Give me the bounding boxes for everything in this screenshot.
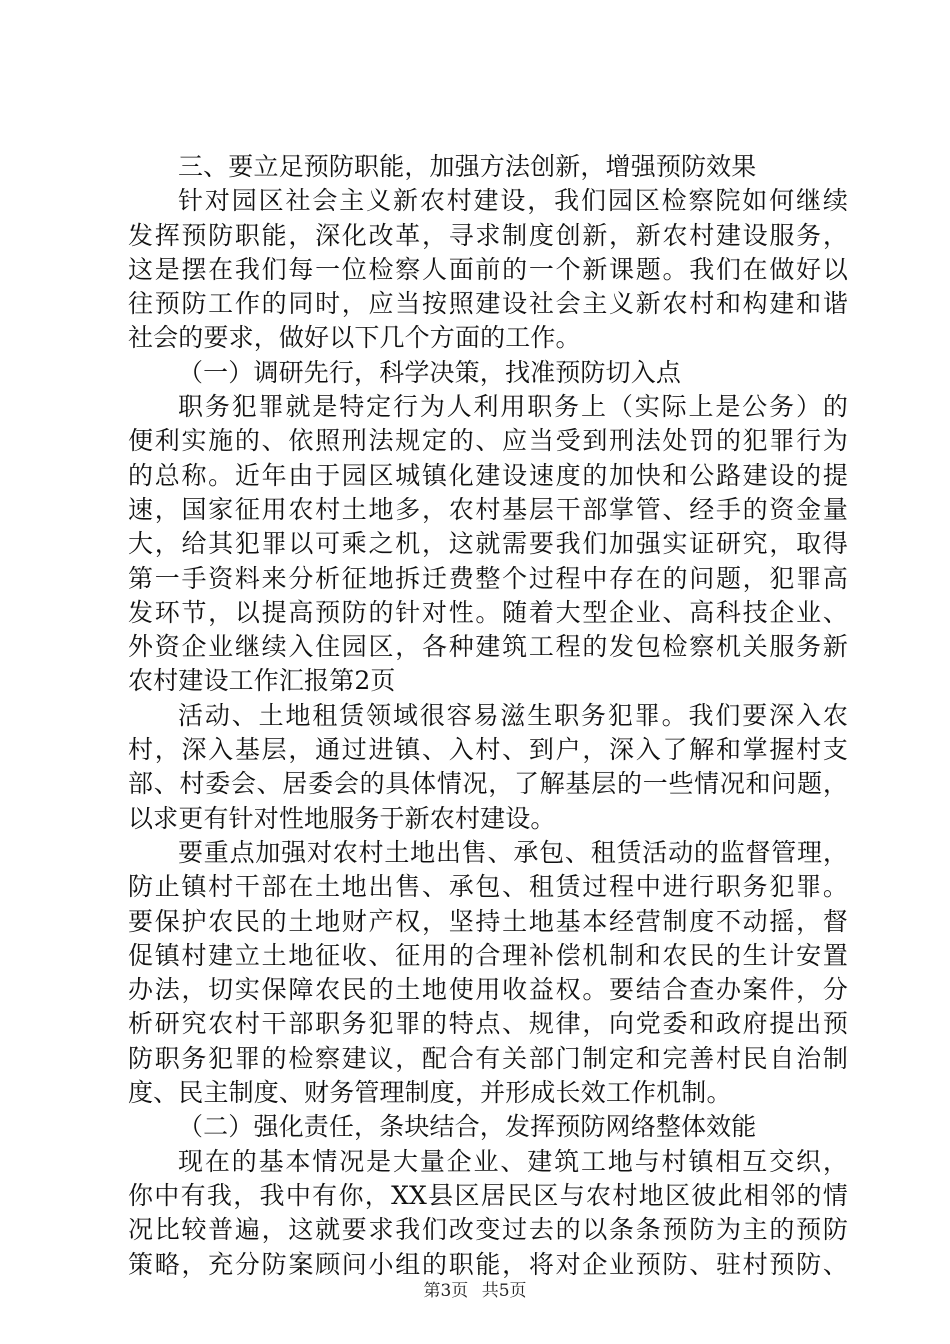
text-line: 况比较普遍，这就要求我们改变过去的以条条预防为主的预防 <box>128 1215 848 1245</box>
text-line: 以求更有针对性地服务于新农村建设。 <box>128 803 556 833</box>
text-line: 这是摆在我们每一位检察人面前的一个新课题。我们在做好以 <box>128 254 848 284</box>
text-line: 往预防工作的同时，应当按照建设社会主义新农村和构建和谐 <box>128 289 848 319</box>
text-line: 速，国家征用农村土地多，农村基层干部掌管、经手的资金量 <box>128 494 848 524</box>
text-line: 部、村委会、居委会的具体情况，了解基层的一些情况和问题， <box>128 769 848 799</box>
text-line: 促镇村建立土地征收、征用的合理补偿机制和农民的生计安置 <box>128 940 848 970</box>
page-number: 第3页 <box>423 1281 469 1301</box>
page-total: 共5页 <box>481 1281 527 1301</box>
text-line: （二）强化责任，条块结合，发挥预防网络整体效能 <box>178 1112 757 1142</box>
text-line: 第一手资料来分析征地拆迁费整个过程中存在的问题，犯罪高 <box>128 563 848 593</box>
text-line: 要重点加强对农村土地出售、承包、租赁活动的监督管理， <box>178 837 848 867</box>
text-line: 针对园区社会主义新农村建设，我们园区检察院如何继续 <box>178 186 848 216</box>
text-line: 活动、土地租赁领域很容易滋生职务犯罪。我们要深入农 <box>178 700 848 730</box>
page-footer <box>0 1276 950 1301</box>
text-line: 析研究农村干部职务犯罪的特点、规律，向党委和政府提出预 <box>128 1009 848 1039</box>
text-line: 发挥预防职能，深化改革，寻求制度创新，新农村建设服务， <box>128 220 848 250</box>
text-line: 社会的要求，做好以下几个方面的工作。 <box>128 323 581 353</box>
text-line: 现在的基本情况是大量企业、建筑工地与村镇相互交织， <box>178 1146 848 1176</box>
text-line: 农村建设工作汇报第2页 <box>128 666 396 696</box>
text-line: 外资企业继续入住园区，各种建筑工程的发包检察机关服务新 <box>128 632 848 662</box>
text-line: 你中有我，我中有你，XX县区居民区与农村地区彼此相邻的情 <box>128 1180 848 1210</box>
text-line: 的总称。近年由于园区城镇化建设速度的加快和公路建设的提 <box>128 460 848 490</box>
text-line: 度、民主制度、财务管理制度，并形成长效工作机制。 <box>128 1078 732 1108</box>
text-line: 要保护农民的土地财产权，坚持土地基本经营制度不动摇，督 <box>128 906 848 936</box>
text-line: 职务犯罪就是特定行为人利用职务上（实际上是公务）的 <box>178 392 848 422</box>
text-line: 三、要立足预防职能，加强方法创新，增强预防效果 <box>178 152 757 181</box>
text-line: 便利实施的、依照刑法规定的、应当受到刑法处罚的犯罪行为 <box>128 426 848 456</box>
document-body <box>128 150 848 1282</box>
text-line: 防职务犯罪的检察建议，配合有关部门制定和完善村民自治制 <box>128 1043 848 1073</box>
text-line: （一）调研先行，科学决策，找准预防切入点 <box>178 357 682 387</box>
text-line: 防止镇村干部在土地出售、承包、租赁过程中进行职务犯罪。 <box>128 872 848 902</box>
text-line: 办法，切实保障农民的土地使用收益权。要结合查办案件，分 <box>128 975 848 1005</box>
text-line: 村，深入基层，通过进镇、入村、到户，深入了解和掌握村支 <box>128 735 848 765</box>
text-line: 大，给其犯罪以可乘之机，这就需要我们加强实证研究，取得 <box>128 529 848 559</box>
text-line: 发环节，以提高预防的针对性。随着大型企业、高科技企业、 <box>128 597 848 627</box>
text-line: 策略，充分防案顾问小组的职能，将对企业预防、驻村预防、 <box>128 1249 848 1279</box>
